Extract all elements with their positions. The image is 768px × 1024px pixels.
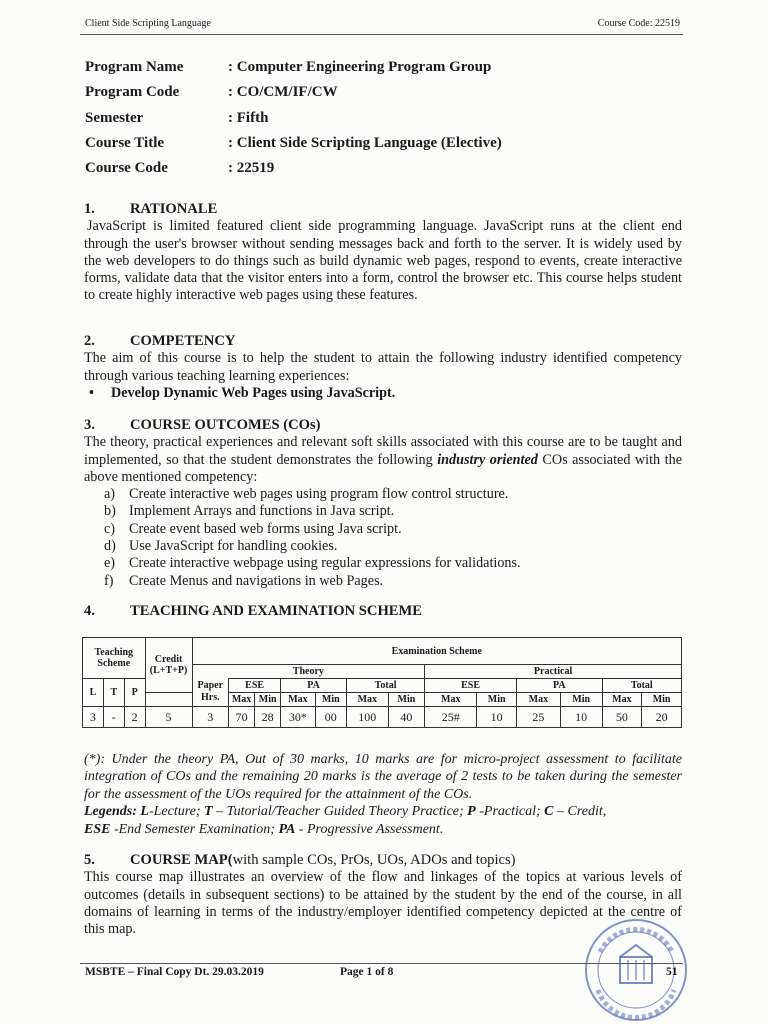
theory-header: Theory [192,665,425,679]
footer-copy-date: MSBTE – Final Copy Dt. 29.03.2019 [85,966,264,978]
table-header-row [83,638,682,665]
competency-text: The aim of this course is to help the student to attain the following industry identified competency through various teaching learning experiences: [84,350,682,384]
outcomes-list [84,486,682,590]
table-row: 3 - 2 5 3 70 28 30* 00 100 40 25# 10 25 10 50 20 [83,707,682,728]
course-outcomes-intro: The theory, practical experiences and relevant soft skills associated with this course are to be taught and implemented, so that the student demonstrates the following industry oriented COs associated with the above mentioned competency: [84,434,682,485]
course-map-text: This course map illustrates an overview of the flow and linkages of the topics at various levels of outcomes (details in subsequent sections) to be attained by the student by the end of the course, in all domains of learning in terms of the industry/employer identified competency depicted at the centre of this map. [84,869,682,938]
course-outcomes-heading: 3. COURSE OUTCOMES (COs) [84,417,321,433]
list-item: f) Create Menus and navigations in web Pages. [104,572,384,589]
scheme-notes [84,751,682,838]
header-divider [80,34,683,35]
list-item: c) Create event based web forms using Java script. [104,520,402,537]
scheme-heading: 4. TEACHING AND EXAMINATION SCHEME [84,603,423,619]
competency-bullet: • Develop Dynamic Web Pages using JavaScript. [89,384,396,401]
list-item: e) Create interactive webpage using regular expressions for validations. [104,555,521,572]
paper-hrs-header: Paper Hrs. [192,679,229,707]
scheme-section [84,603,682,620]
teaching-scheme-header: Teaching Scheme [83,638,146,679]
credit-header: Credit (L+T+P) [145,638,192,693]
teaching-examination-table [82,637,682,728]
footer-divider [80,963,683,964]
course-map-heading: 5. COURSE MAP(with sample COs, PrOs, UOs, ADOs and topics) [84,852,516,868]
examination-scheme-header: Examination Scheme [192,638,681,665]
list-item: b) Implement Arrays and functions in Java script. [104,503,395,520]
course-outcomes-section [84,417,682,590]
program-info [85,55,502,181]
competency-section [84,333,682,402]
table-header-row: L T P Paper Hrs. ESE PA Total ESE PA Total [83,679,682,693]
list-item: d) Use JavaScript for handling cookies. [104,538,338,555]
competency-heading: 2. COMPETENCY [84,333,236,349]
header-course-name: Client Side Scripting Language [85,18,211,29]
rationale-section [84,201,682,305]
rationale-heading: 1. RATIONALE [84,201,218,217]
list-item: a) Create interactive web pages using program flow control structure. [104,486,509,503]
course-title-row: Course Title : Client Side Scripting Language (Elective) [85,134,502,151]
program-name-row: Program Name : Computer Engineering Program Group [85,59,492,75]
legends: Legends: L-Lecture; T – Tutorial/Teacher Guided Theory Practice; P -Practical; C – Credit, ESE -End Semester Examination; PA - Progressive Assessment. [84,804,607,837]
practical-header: Practical [425,665,682,679]
footer-page-number: Page 1 of 8 [340,966,394,978]
rationale-text: JavaScript is limited featured client side programming language. JavaScript runs at the client end through the user's browser without sending messages back and forth to the server. It is widely used by the web developers to do things such as build dynamic web pages, respond to events, create interactive forms, validate data that the visitor enters into a form, control the browser etc. This course helps student to create highly interactive web pages using these features. [84,218,682,304]
semester-row: Semester : Fifth [85,109,269,126]
header-course-code: Course Code: 22519 [597,18,680,29]
footer-stamp-number: 51 [666,966,678,978]
star-note: (*): Under the theory PA, Out of 30 marks, 10 marks are for micro-project assessment to facilitate integration of COs and the remaining 20 marks is the average of 2 tests to be taken during the semester for the assessment of the UOs required for the attainment of the COs. [84,752,682,802]
program-code-row: Program Code : CO/CM/IF/CW [85,84,338,101]
course-code-row: Course Code : 22519 [85,160,275,177]
table-header-row: Max Min Max Min Max Min Max Min Max Min Max Min [83,693,682,707]
